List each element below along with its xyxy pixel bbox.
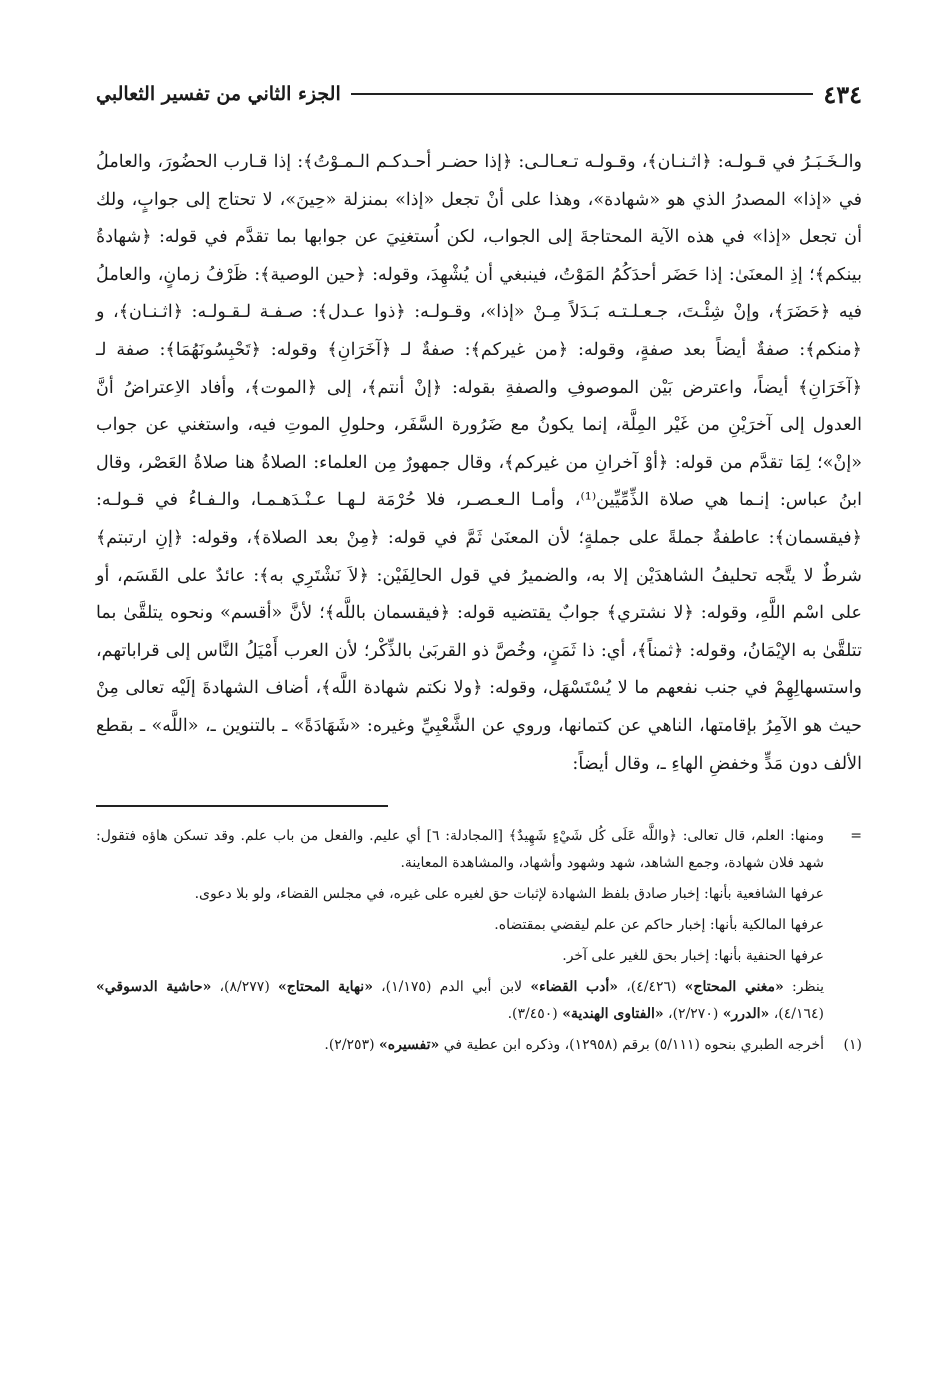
source-title: «نهاية المحتاج» xyxy=(278,979,373,996)
body-paragraph: والـخَـبَـرُ في قـولـه: ﴿اثـنـان﴾، وقـولـه تـعـالـى: ﴿إذا حضـر أحـدكـم الـمـوْتُ﴾: إذا قـارب الحضُورَ، والعاملُ في «إذا» المصدرُ الذي هو «شهادة»، وهذا على أنْ تجعل «إذا» بمنزلة «حِينَ»، لا تحتاج إلى جوابٍ، ولك أن تجعل «إذا» في هذه الآية المحتاجةَ إلى الجواب، لكن اُستغنِيَ عن جوابها بما تقدَّم في قوله: ﴿شهادةُ بينكم﴾؛ إذِ المعنَىٰ: إذا حَضَر أحدَكُمُ المَوْتُ، فينبغي أن يُشْهِدَ، وقوله: ﴿حين الوصية﴾: ظَرْفُ زمانٍ، والعاملُ فيه ﴿حَضَرَ﴾، وإنْ شِئْـتَ، جـعـلـتـه بَـدَلاً مِـنْ «إذا»، وقـولـه: ﴿ذوا عـدل﴾: صـفـة لـقـولـه: ﴿اثـنـان﴾، و ﴿منكم﴾: صفةٌ أيضاً بعد صفةٍ، وقوله: ﴿من غيركم﴾: صفةٌ لـ ﴿آخَرَانِ﴾ وقوله: ﴿تَحْبِسُونَهُمَا﴾: صفة لـ ﴿آخَرَانِ﴾ أيضاً، واعترض بَيْن الموصوفِ والصفةِ بقوله: ﴿إنْ أنتم﴾، إلى ﴿الموت﴾، وأفاد الاِعتراضُ أنَّ العدول إلى آخرَيْنِ من غَيْر المِلَّة، إنما يكونُ مع ضَرُورة السَّفَر، وحلولِ الموتِ فيه، واستغني عن جواب «إنْ»؛ لِمَا تقدَّم من قوله: ﴿أوْ آخرانِ من غيركم﴾، وقال جمهورٌ مِن العلماء: الصلاةُ هنا صلاةُ العَصْر، وقال ابنُ عباس: إنـما هي صلاة الذِّمِّيِّين⁽¹⁾، وأمـا الـعـصـر، فلا حُرْمَة لـهـا عـنْـدَهـمـا، والـفـاءُ في قـولـه: ﴿فيقسمان﴾: عاطفةٌ جملةً على جملةٍ؛ لأن المعنَىٰ ثَمَّ في قوله: ﴿مِنْ بعد الصلاة﴾، وقوله: ﴿إنِ ارتبتم﴾ شرطٌ لا يتَّجه تحليفُ الشاهدَيْن إلا به، والضميرُ في قول الحالِفَيْن: ﴿لاَ نَشْتَرِي به﴾: عائدٌ على القَسَم، أو على اسْم اللَّهِ، وقوله: ﴿لا نشتري﴾ جوابٌ يقتضيه قوله: ﴿فيقسمان باللَّه﴾؛ لأنَّ «أقسم» ونحوه يتلقَّىٰ بما تتلقَّىٰ به الإيْمَانُ، وقوله: ﴿ثمناً﴾، أي: ذا ثَمَنٍ، وخُصَّ ذو القربَىٰ بالذِّكْر؛ لأن العرب أَمْيَلُ النَّاس إلى قراباتهم، واستسهالِهِمْ في جنب نفعهم ما لا يُسْتَسْهَل، وقوله: ﴿ولا نكتم شهادة اللَّه﴾، أضاف الشهادةَ إلَيْه تعالى مِنْ حيث هو الآمِرُ بإقامتها، الناهي عن كتمانها، وروي عن الشَّعْبِيِّ وغيره: «شَهَادَةً» ـ بالتنوين ـ، «اللَّه» ـ بقطع الألف دون مَدٍّ وخفضِ الهاءِ ـ، وقال أيضاً: xyxy=(96,152,862,774)
source-title: «أدب القضاء» xyxy=(530,979,619,996)
source-ref: (٤/١٦٤)، xyxy=(769,1006,824,1023)
source-ref: (٨/٢٧٧)، xyxy=(211,979,278,996)
source-title: «الدرر» xyxy=(722,1006,770,1023)
footnote-1-text-after: (٢/٢٥٣). xyxy=(324,1037,380,1054)
page-header xyxy=(96,72,862,116)
footnote-1-text xyxy=(96,1032,824,1059)
source-title: «الفتاوى الهندية» xyxy=(562,1006,664,1023)
main-text xyxy=(96,144,862,783)
footnote-1-title: «تفسيره» xyxy=(379,1037,440,1054)
footnote-line: عرفها المالكية بأنها: إخبار حاكم عن علم ليقضي بمقتضاه. xyxy=(494,917,824,934)
source-ref: لابن أبي الدم (١/١٧٥)، xyxy=(372,979,531,996)
footnote-line: ومنها: العلم، قال تعالى: ﴿واللَّه عَلَى كُل شَيْءٍ شَهِيدٌ﴾ [المجادلة: ٦] أي عليم. والفعل من باب علم. وقد تسكن هاؤه فتقول: شهد فلان شهادة، وجمع الشاهد، شهد وشهود وأشهاد، والمشاهدة المعاينة. xyxy=(96,828,824,872)
footnote-line: عرفها الحنفية بأنها: إخبار بحق للغير على آخر. xyxy=(562,948,824,965)
footnote-1-text-before: أخرجه الطبري بنحوه (٥/١١١) برقم (١٢٩٥٨)، وذكره ابن عطية في xyxy=(439,1037,824,1054)
footnotes xyxy=(96,823,862,1059)
footnote-sources xyxy=(96,974,824,1028)
footnote-continuation xyxy=(96,823,862,877)
sources-prefix: ينظر: xyxy=(783,979,825,996)
book-page xyxy=(96,72,862,1063)
source-ref: (٢/٢٧٠)، xyxy=(663,1006,723,1023)
source-title: «مغني المحتاج» xyxy=(684,979,784,996)
footnote-1-marker: (١) xyxy=(843,1037,862,1054)
continuation-marker: = xyxy=(850,828,862,845)
page-number: ٤٣٤ xyxy=(823,79,862,109)
footnote-rule xyxy=(96,805,388,807)
source-title: «حاشية الدسوقي» xyxy=(96,979,212,996)
footnote-1 xyxy=(96,1032,862,1059)
header-rule xyxy=(351,93,814,95)
source-ref: (٤/٤٢٦)، xyxy=(618,979,685,996)
source-ref: (٣/٤٥٠). xyxy=(507,1006,563,1023)
running-title: الجزء الثاني من تفسير الثعالبي xyxy=(96,83,341,105)
footnote-line: عرفها الشافعية بأنها: إخبار صادق بلفظ الشهادة لإثبات حق لغيره على غيره، في مجلس القضاء، ولو بلا دعوى. xyxy=(194,886,824,903)
